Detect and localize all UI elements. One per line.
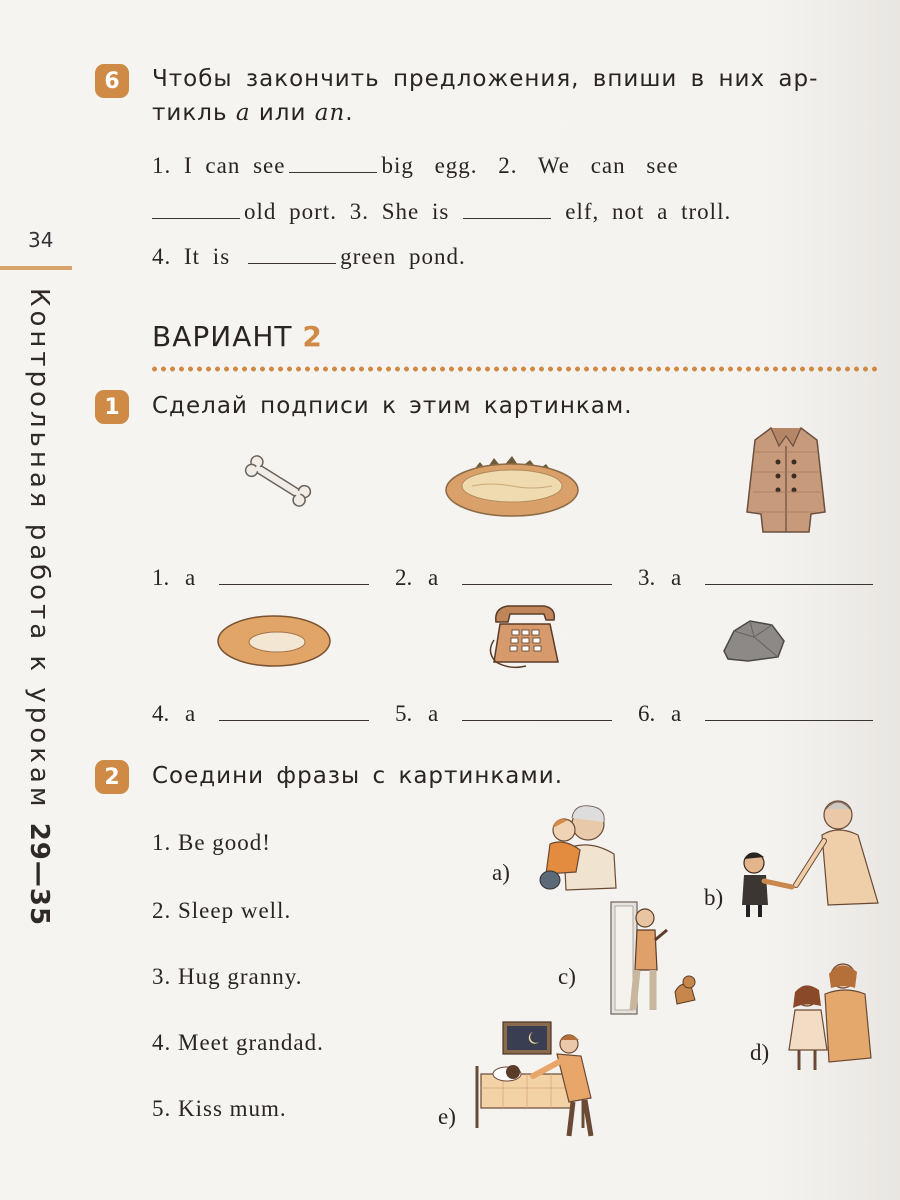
variant-number: 2	[302, 320, 323, 353]
picture-label-a: a)	[492, 860, 510, 885]
variant-heading	[152, 320, 323, 353]
or-word: или	[250, 100, 315, 126]
caption-blank-6[interactable]	[705, 698, 873, 721]
item-number: 2.	[395, 565, 413, 590]
stone-icon	[720, 615, 788, 663]
caption-blank-4[interactable]	[219, 698, 369, 721]
bone-icon	[238, 450, 318, 512]
task-6-sentence-line-1	[152, 152, 679, 179]
task-6-sentence-line-2	[152, 198, 731, 225]
sentence-text: 1. I can see	[152, 153, 286, 178]
item-article: a	[185, 565, 196, 590]
be-good-illustration[interactable]	[473, 1018, 615, 1140]
item-article: a	[671, 565, 682, 590]
caption-blank-1[interactable]	[219, 562, 369, 585]
task-1-badge: 1	[95, 390, 129, 424]
picture-label-c: c)	[558, 964, 576, 989]
task-2-badge: 2	[95, 760, 129, 794]
article-a: a	[235, 100, 251, 126]
picture-label-e: e)	[438, 1104, 456, 1129]
phrase-1[interactable]: 1. Be good!	[152, 830, 271, 855]
page-number: 34	[28, 228, 54, 252]
variant-label: ВАРИАНТ	[152, 320, 293, 353]
phrase-3[interactable]: 3. Hug granny.	[152, 964, 303, 989]
instruction-text: тикль	[152, 100, 236, 126]
item-article: a	[671, 701, 682, 726]
item-article: a	[428, 701, 439, 726]
coat-icon	[745, 422, 827, 534]
sentence-text: elf, not a troll.	[565, 199, 732, 224]
caption-row-6	[638, 698, 873, 727]
item-number: 1.	[152, 565, 170, 590]
caption-row-1	[152, 562, 369, 591]
item-article: a	[428, 565, 439, 590]
sentence-text: big egg. 2. We can see	[381, 153, 679, 178]
task-1-instruction: Сделай подписи к этим картинкам.	[152, 393, 633, 419]
picture-label-d: d)	[750, 1040, 770, 1065]
caption-blank-5[interactable]	[462, 698, 612, 721]
phrase-5[interactable]: 5. Kiss mum.	[152, 1096, 287, 1121]
picture-label-b: b)	[704, 885, 724, 910]
task-6-badge: 6	[95, 64, 129, 98]
task-6-instruction-line1: Чтобы закончить предложения, впиши в них ар-	[152, 66, 819, 92]
caption-row-2	[395, 562, 612, 591]
item-number: 3.	[638, 565, 656, 590]
caption-row-4	[152, 698, 369, 727]
article-an: an	[314, 100, 346, 126]
caption-blank-2[interactable]	[462, 562, 612, 585]
sleep-well-illustration[interactable]	[605, 900, 705, 1020]
sentence-text: old port. 3. She is	[244, 199, 450, 224]
answer-blank[interactable]	[152, 198, 240, 219]
task-6-instruction-line2	[152, 100, 354, 126]
caption-row-3	[638, 562, 873, 591]
answer-blank[interactable]	[463, 198, 551, 219]
sentence-text: 4. It is	[152, 244, 231, 269]
answer-blank[interactable]	[289, 152, 377, 173]
item-number: 4.	[152, 701, 170, 726]
margin-title	[24, 288, 54, 926]
meet-grandad-illustration[interactable]	[738, 795, 883, 920]
margin-rule	[0, 266, 72, 270]
margin-title-wrap	[14, 288, 54, 948]
phrase-2[interactable]: 2. Sleep well.	[152, 898, 292, 923]
lake-icon	[442, 450, 582, 520]
kiss-mum-illustration[interactable]	[785, 958, 877, 1076]
margin-title-words: Контрольная работа к урокам	[24, 288, 54, 811]
item-number: 6.	[638, 701, 656, 726]
dotted-divider	[150, 366, 880, 372]
hug-granny-illustration[interactable]	[528, 800, 618, 895]
caption-row-5	[395, 698, 612, 727]
task-2-instruction: Соедини фразы с картинками.	[152, 763, 564, 789]
answer-blank[interactable]	[248, 243, 336, 264]
phone-icon	[486, 600, 562, 672]
instruction-end: .	[345, 100, 354, 126]
caption-blank-3[interactable]	[705, 562, 873, 585]
plate-icon	[215, 612, 333, 670]
item-number: 5.	[395, 701, 413, 726]
margin-title-range: 29—35	[24, 822, 54, 927]
phrase-4[interactable]: 4. Meet grandad.	[152, 1030, 324, 1055]
sentence-text: green pond.	[340, 244, 466, 269]
task-6-sentence-line-3	[152, 243, 466, 270]
item-article: a	[185, 701, 196, 726]
